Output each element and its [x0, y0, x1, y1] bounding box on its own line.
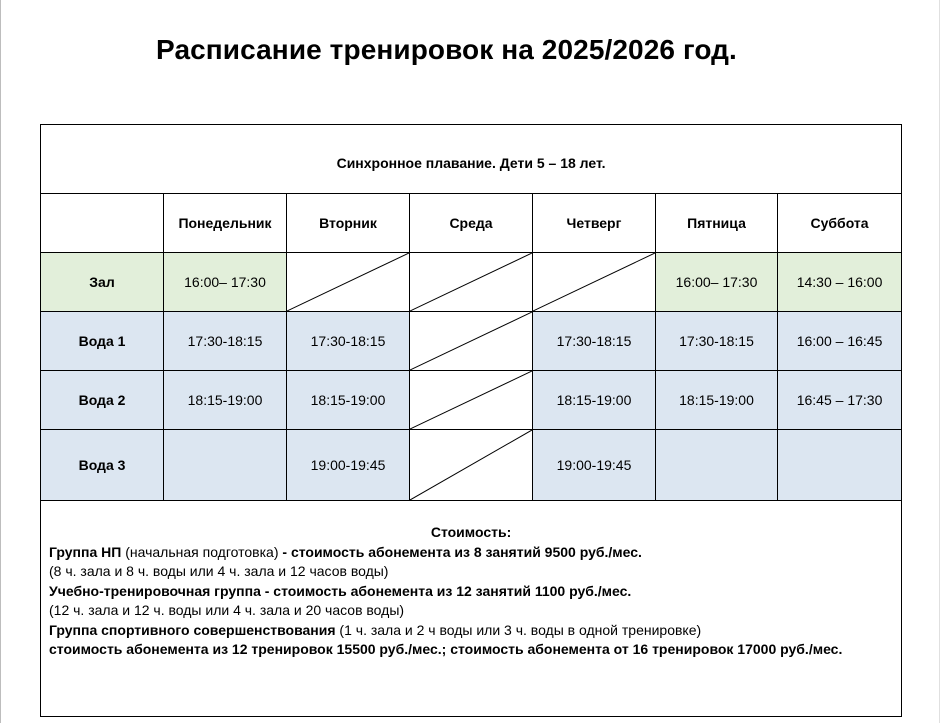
- pricing-line-ss: [49, 621, 901, 641]
- schedule-row-gym: [41, 253, 902, 312]
- diagonal-slash: [410, 253, 532, 311]
- schedule-row-water-3: [41, 430, 902, 501]
- schedule-table: [40, 124, 902, 717]
- time-cell: [164, 430, 287, 501]
- time-cell: 17:30-18:15: [287, 312, 410, 371]
- time-cell: 17:30-18:15: [533, 312, 656, 371]
- time-cell: 18:15-19:00: [533, 371, 656, 430]
- pricing-line-ut: Учебно-тренировочная группа - стоимость абонемента из 12 занятий 1100 руб./мес.: [49, 582, 632, 599]
- time-cell: 17:30-18:15: [164, 312, 287, 371]
- time-cell: 19:00-19:45: [533, 430, 656, 501]
- pricing-section: [41, 501, 902, 717]
- row-label: Вода 2: [41, 371, 164, 430]
- time-cell: 19:00-19:45: [287, 430, 410, 501]
- empty-slashed-cell: [533, 253, 656, 312]
- time-cell: 18:15-19:00: [164, 371, 287, 430]
- time-cell: 16:45 – 17:30: [778, 371, 902, 430]
- ss-group-price: стоимость абонемента из 12 тренировок 15500 руб./мес.; стоимость абонемента от 16 тренировок 17000 руб./мес.: [49, 641, 843, 657]
- ss-group-name: Группа спортивного совершенствования: [49, 621, 336, 638]
- time-cell: 18:15-19:00: [287, 371, 410, 430]
- row-label: Вода 1: [41, 312, 164, 371]
- diagonal-slash: [410, 371, 532, 429]
- empty-slashed-cell: [410, 312, 533, 371]
- row-label: Вода 3: [41, 430, 164, 501]
- page-title: Расписание тренировок на 2025/2026 год.: [156, 34, 737, 65]
- diagonal-slash: [287, 253, 409, 311]
- time-cell: 16:00– 17:30: [656, 253, 778, 312]
- day-header-thursday: Четверг: [533, 194, 656, 253]
- np-group-price: - стоимость абонемента из 8 занятий 9500 руб./мес.: [278, 543, 642, 560]
- diagonal-slash: [410, 430, 532, 500]
- empty-slashed-cell: [410, 430, 533, 501]
- time-cell: [656, 430, 778, 501]
- schedule-row-water-1: [41, 312, 902, 371]
- day-header-monday: Понедельник: [164, 194, 287, 253]
- schedule-row-water-2: [41, 371, 902, 430]
- empty-slashed-cell: [410, 371, 533, 430]
- diagonal-slash: [410, 312, 532, 370]
- page-edge-left: [0, 0, 1, 723]
- corner-cell: [41, 194, 164, 253]
- pricing-line-np: [49, 543, 901, 563]
- time-cell: 18:15-19:00: [656, 371, 778, 430]
- pricing-heading: Стоимость:: [430, 524, 512, 540]
- time-cell: 17:30-18:15: [656, 312, 778, 371]
- empty-slashed-cell: [410, 253, 533, 312]
- day-header-row: [41, 194, 902, 253]
- time-cell: 16:00– 17:30: [164, 253, 287, 312]
- np-group-name: Группа НП: [49, 543, 122, 560]
- ut-group-hours: (12 ч. зала и 12 ч. воды или 4 ч. зала и 20 часов воды): [49, 602, 405, 618]
- ss-group-description: (1 ч. зала и 2 ч воды или 3 ч. воды в одной тренировке): [335, 621, 702, 638]
- day-header-saturday: Суббота: [778, 194, 902, 253]
- time-cell: [778, 430, 902, 501]
- day-header-wednesday: Среда: [410, 194, 533, 253]
- np-group-description: (начальная подготовка): [121, 543, 279, 560]
- time-cell: 14:30 – 16:00: [778, 253, 902, 312]
- day-header-friday: Пятница: [656, 194, 778, 253]
- diagonal-slash: [533, 253, 655, 311]
- empty-slashed-cell: [287, 253, 410, 312]
- row-label: Зал: [41, 253, 164, 312]
- np-group-hours: (8 ч. зала и 8 ч. воды или 4 ч. зала и 12 часов воды): [49, 563, 389, 579]
- day-header-tuesday: Вторник: [287, 194, 410, 253]
- table-caption: Синхронное плавание. Дети 5 – 18 лет.: [41, 125, 902, 194]
- time-cell: 16:00 – 16:45: [778, 312, 902, 371]
